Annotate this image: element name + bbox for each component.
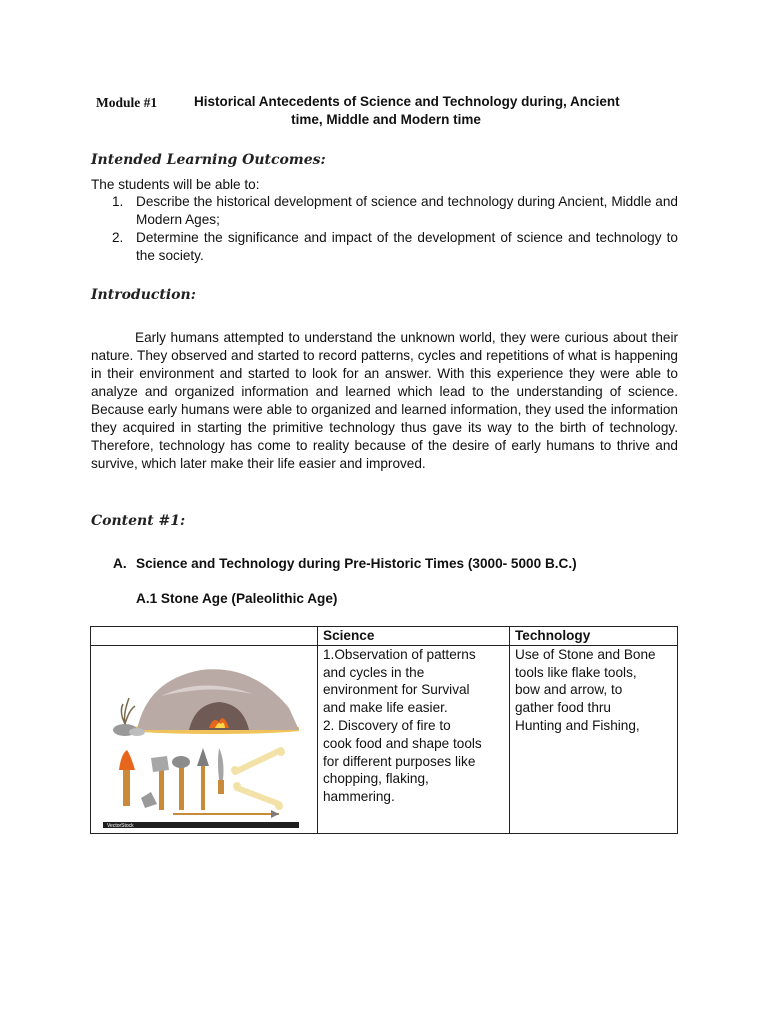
bone-end bbox=[275, 802, 283, 810]
stone-age-illustration-cell bbox=[91, 645, 318, 833]
module-title-line-1: Historical Antecedents of Science and Technology during, Ancient bbox=[194, 94, 620, 109]
hammer-handle bbox=[179, 764, 184, 810]
science-line: 1.Observation of patterns bbox=[323, 646, 476, 662]
introduction-paragraph: Early humans attempted to understand the unknown world, they were curious about their nature. They observed and started to record patterns, cycles and repetitions of what is happening in their environment and started to look for an answer. With this experience they were able to analyze and organized information and learned which lead to the understanding of science. Because early humans were able to organized and learned information, they used the information they acquired in starting the primitive technology thus gave its way to the birth of technology. Therefore, technology has come to reality because of the desire of early humans to thrive and survive, which later make their life easier and improved. bbox=[91, 330, 678, 471]
outcome-text: Determine the significance and impact of the development of science and technology to the society. bbox=[136, 230, 678, 263]
outcome-number: 2. bbox=[112, 230, 124, 245]
science-line: and make life easier. bbox=[323, 700, 448, 716]
module-title-line-2: time, Middle and Modern time bbox=[291, 112, 481, 127]
science-line: chopping, flaking, bbox=[323, 771, 429, 787]
bone-end bbox=[233, 782, 241, 790]
science-line: 2. Discovery of fire to bbox=[323, 717, 451, 733]
plant-icon bbox=[121, 698, 135, 724]
flake-tool-icon bbox=[141, 792, 157, 808]
technology-line: tools like flake tools, bbox=[515, 664, 637, 680]
bone-icon bbox=[237, 788, 279, 804]
outcome-number: 1. bbox=[112, 194, 124, 209]
content-heading: Content #1: bbox=[91, 513, 186, 529]
science-cell bbox=[318, 645, 510, 833]
outcomes-list bbox=[112, 193, 678, 265]
introduction-heading: Introduction: bbox=[91, 287, 196, 303]
science-line: hammering. bbox=[323, 789, 395, 805]
spear-shaft bbox=[201, 766, 205, 810]
table-header-row bbox=[91, 627, 678, 646]
section-a-title bbox=[113, 556, 577, 571]
outcomes-heading: Intended Learning Outcomes: bbox=[91, 152, 326, 168]
module-label: Module #1 bbox=[96, 95, 158, 110]
bone-icon bbox=[235, 750, 281, 772]
table-header-science: Science bbox=[318, 627, 510, 646]
science-line: for different purposes like bbox=[323, 753, 476, 769]
section-a-text: Science and Technology during Pre-Historic Times (3000- 5000 B.C.) bbox=[136, 556, 577, 571]
science-line: environment for Survival bbox=[323, 682, 470, 698]
table-header-technology: Technology bbox=[510, 627, 678, 646]
spear-head-icon bbox=[197, 748, 209, 766]
technology-line: Hunting and Fishing, bbox=[515, 717, 640, 733]
torch-handle bbox=[123, 770, 130, 806]
science-line: and cycles in the bbox=[323, 664, 425, 680]
stone-hammer-icon bbox=[172, 756, 190, 768]
rock-icon bbox=[129, 728, 145, 736]
stone-age-illustration bbox=[103, 658, 299, 828]
outcome-item bbox=[112, 229, 678, 265]
technology-line: gather food thru bbox=[515, 700, 611, 716]
watermark-text: VectorStock bbox=[107, 822, 134, 828]
table-row bbox=[91, 645, 678, 833]
technology-cell bbox=[510, 645, 678, 833]
stone-axe-icon bbox=[151, 756, 169, 772]
section-a-letter: A. bbox=[113, 556, 127, 571]
section-a1-title: A.1 Stone Age (Paleolithic Age) bbox=[136, 591, 338, 606]
stone-age-table bbox=[90, 626, 678, 834]
stone-knife-icon bbox=[218, 748, 224, 780]
outcomes-intro: The students will be able to: bbox=[91, 177, 260, 192]
arrow-head-icon bbox=[271, 810, 279, 818]
knife-handle bbox=[218, 780, 224, 794]
science-line: cook food and shape tools bbox=[323, 735, 482, 751]
bone-end bbox=[231, 766, 239, 774]
table-header-blank bbox=[91, 627, 318, 646]
technology-line: bow and arrow, to bbox=[515, 682, 623, 698]
torch-fire-icon bbox=[119, 750, 135, 770]
bone-end bbox=[277, 748, 285, 756]
outcome-item bbox=[112, 193, 678, 229]
technology-line: Use of Stone and Bone bbox=[515, 646, 656, 662]
outcome-text: Describe the historical development of science and technology during Ancient, Middle and Modern Ages; bbox=[136, 194, 678, 227]
